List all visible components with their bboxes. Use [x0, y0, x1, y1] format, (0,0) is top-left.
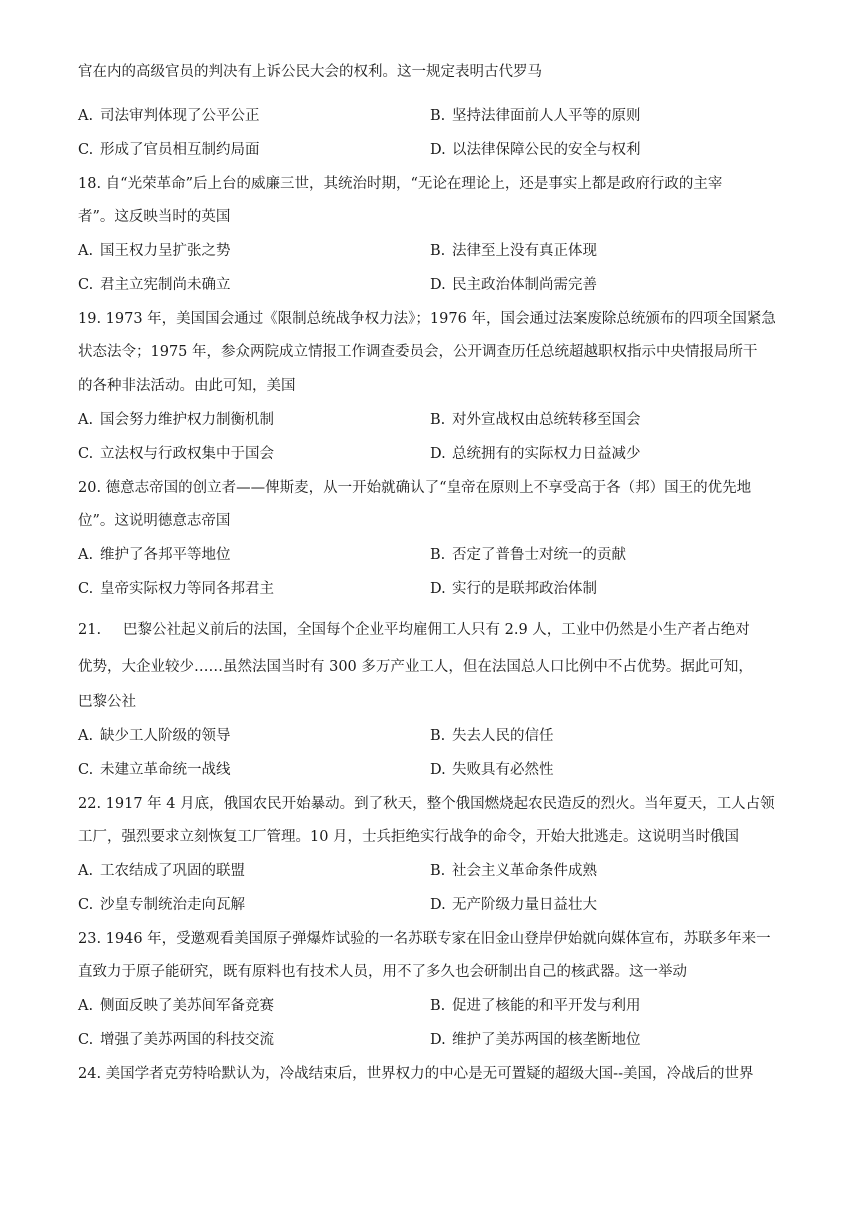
option-text: 民主政治体制尚需完善: [452, 277, 597, 293]
question-22-text-line: 工厂，强烈要求立刻恢复工厂管理。10 月，士兵拒绝实行战争的命令，开始大批逃走。这说明当时俄国: [78, 829, 740, 845]
option-letter: A.: [78, 863, 94, 879]
option-letter: A.: [78, 412, 94, 428]
option-c: [78, 579, 274, 599]
option-text: 维护了美苏两国的核垄断地位: [452, 1032, 641, 1048]
option-text: 无产阶级力量日益壮大: [452, 897, 597, 913]
question-23-text-line: 23. 1946 年，受邀观看美国原子弹爆炸试验的一名苏联专家在旧金山登岸伊始就向媒体宣布，苏联多年来一: [78, 931, 771, 947]
option-text: 法律至上没有真正体现: [452, 243, 597, 259]
option-letter: D.: [430, 446, 446, 462]
option-text: 增强了美苏两国的科技交流: [100, 1032, 274, 1048]
option-text: 侧面反映了美苏间军备竞赛: [100, 998, 274, 1014]
option-c: [78, 140, 260, 160]
question-21-text-line: 优势，大企业较少……虽然法国当时有 300 多万产业工人，但在法国总人口比例中不占优势。据此可知，: [78, 659, 753, 675]
option-text: 君主立宪制尚未确立: [100, 277, 231, 293]
question-19-text-line: 的各种非法活动。由此可知，美国: [78, 378, 296, 394]
option-text: 以法律保障公民的安全与权利: [452, 142, 641, 158]
option-d: [430, 895, 597, 915]
option-d: [430, 1030, 641, 1050]
option-text: 国会努力维护权力制衡机制: [100, 412, 274, 428]
option-b: [430, 726, 554, 746]
option-text: 失去人民的信任: [452, 728, 554, 744]
option-c: [78, 895, 245, 915]
option-text: 沙皇专制统治走向瓦解: [100, 897, 245, 913]
option-letter: C.: [78, 1032, 94, 1048]
option-text: 未建立革命统一战线: [100, 762, 231, 778]
option-a: [78, 726, 231, 746]
option-letter: A.: [78, 243, 94, 259]
option-letter: C.: [78, 446, 94, 462]
option-text: 皇帝实际权力等同各邦君主: [100, 581, 274, 597]
option-text: 国王权力呈扩张之势: [100, 243, 231, 259]
option-d: [430, 579, 597, 599]
option-text: 维护了各邦平等地位: [100, 547, 231, 563]
option-b: [430, 106, 641, 126]
option-c: [78, 1030, 274, 1050]
option-letter: A.: [78, 108, 94, 124]
option-letter: B.: [430, 108, 446, 124]
option-a: [78, 996, 274, 1016]
option-letter: C.: [78, 897, 94, 913]
option-d: [430, 275, 597, 295]
option-letter: B.: [430, 863, 446, 879]
option-c: [78, 760, 231, 780]
question-21-text-line: 巴黎公社: [78, 694, 136, 710]
question-21-text-line: [78, 620, 790, 640]
option-a: [78, 106, 260, 126]
question-17-text-line: 官在内的高级官员的判决有上诉公民大会的权利。这一规定表明古代罗马: [78, 64, 542, 80]
option-c: [78, 275, 231, 295]
option-a: [78, 410, 274, 430]
option-letter: D.: [430, 1032, 446, 1048]
question-22-text-line: 22. 1917 年 4 月底，俄国农民开始暴动。到了秋天，整个俄国燃烧起农民造反的烈火。当年夏天，工人占领: [78, 796, 775, 812]
option-text: 实行的是联邦政治体制: [452, 581, 597, 597]
question-19-text-line: 19. 1973 年，美国国会通过《限制总统战争权力法》；1976 年，国会通过法案废除总统颁布的四项全国紧急: [78, 311, 776, 327]
option-a: [78, 545, 231, 565]
option-text: 否定了普鲁士对统一的贡献: [452, 547, 626, 563]
option-letter: B.: [430, 998, 446, 1014]
option-text: 促进了核能的和平开发与利用: [452, 998, 641, 1014]
option-letter: C.: [78, 581, 94, 597]
option-letter: C.: [78, 142, 94, 158]
option-letter: D.: [430, 277, 446, 293]
question-19-text-line: 状态法令；1975 年，参众两院成立情报工作调查委员会，公开调查历任总统超越职权指示中央情报局所干: [78, 344, 758, 360]
option-b: [430, 410, 641, 430]
option-c: [78, 444, 274, 464]
question-18-text-line: 者”。这反映当时的英国: [78, 209, 231, 225]
option-a: [78, 861, 245, 881]
question-number: 21.: [78, 622, 102, 638]
option-b: [430, 861, 597, 881]
option-letter: A.: [78, 547, 94, 563]
option-letter: D.: [430, 142, 446, 158]
option-d: [430, 140, 641, 160]
option-a: [78, 241, 231, 261]
option-letter: C.: [78, 762, 94, 778]
option-text: 缺少工人阶级的领导: [100, 728, 231, 744]
option-letter: B.: [430, 412, 446, 428]
option-b: [430, 996, 641, 1016]
question-20-text-line: 20. 德意志帝国的创立者——俾斯麦，从一开始就确认了“皇帝在原则上不享受高于各（邦）国王的优先地: [78, 480, 752, 496]
question-24-text-line: 24. 美国学者克劳特哈默认为，冷战结束后，世界权力的中心是无可置疑的超级大国--美国，冷战后的世界: [78, 1066, 754, 1082]
option-letter: C.: [78, 277, 94, 293]
option-text: 坚持法律面前人人平等的原则: [452, 108, 641, 124]
option-text: 失败具有必然性: [452, 762, 554, 778]
option-d: [430, 760, 554, 780]
option-text: 形成了官员相互制约局面: [100, 142, 260, 158]
option-letter: B.: [430, 547, 446, 563]
option-letter: D.: [430, 581, 446, 597]
question-18-text-line: 18. 自“光荣革命”后上台的威廉三世，其统治时期，“无论在理论上，还是事实上都是政府行政的主宰: [78, 176, 723, 192]
option-letter: B.: [430, 243, 446, 259]
option-d: [430, 444, 641, 464]
option-letter: D.: [430, 897, 446, 913]
question-20-text-line: 位”。这说明德意志帝国: [78, 513, 231, 529]
option-text: 立法权与行政权集中于国会: [100, 446, 274, 462]
option-letter: A.: [78, 728, 94, 744]
option-b: [430, 241, 597, 261]
option-text: 工农结成了巩固的联盟: [100, 863, 245, 879]
option-text: 社会主义革命条件成熟: [452, 863, 597, 879]
option-letter: D.: [430, 762, 446, 778]
option-text: 对外宣战权由总统转移至国会: [452, 412, 641, 428]
question-23-text-line: 直致力于原子能研究，既有原料也有技术人员，用不了多久也会研制出自己的核武器。这一举动: [78, 964, 687, 980]
option-b: [430, 545, 626, 565]
option-letter: B.: [430, 728, 446, 744]
option-text: 司法审判体现了公平公正: [100, 108, 260, 124]
question-text: 巴黎公社起义前后的法国，全国每个企业平均雇佣工人只有 2.9 人，工业中仍然是小生产者占绝对: [123, 622, 750, 638]
option-letter: A.: [78, 998, 94, 1014]
option-text: 总统拥有的实际权力日益减少: [452, 446, 641, 462]
